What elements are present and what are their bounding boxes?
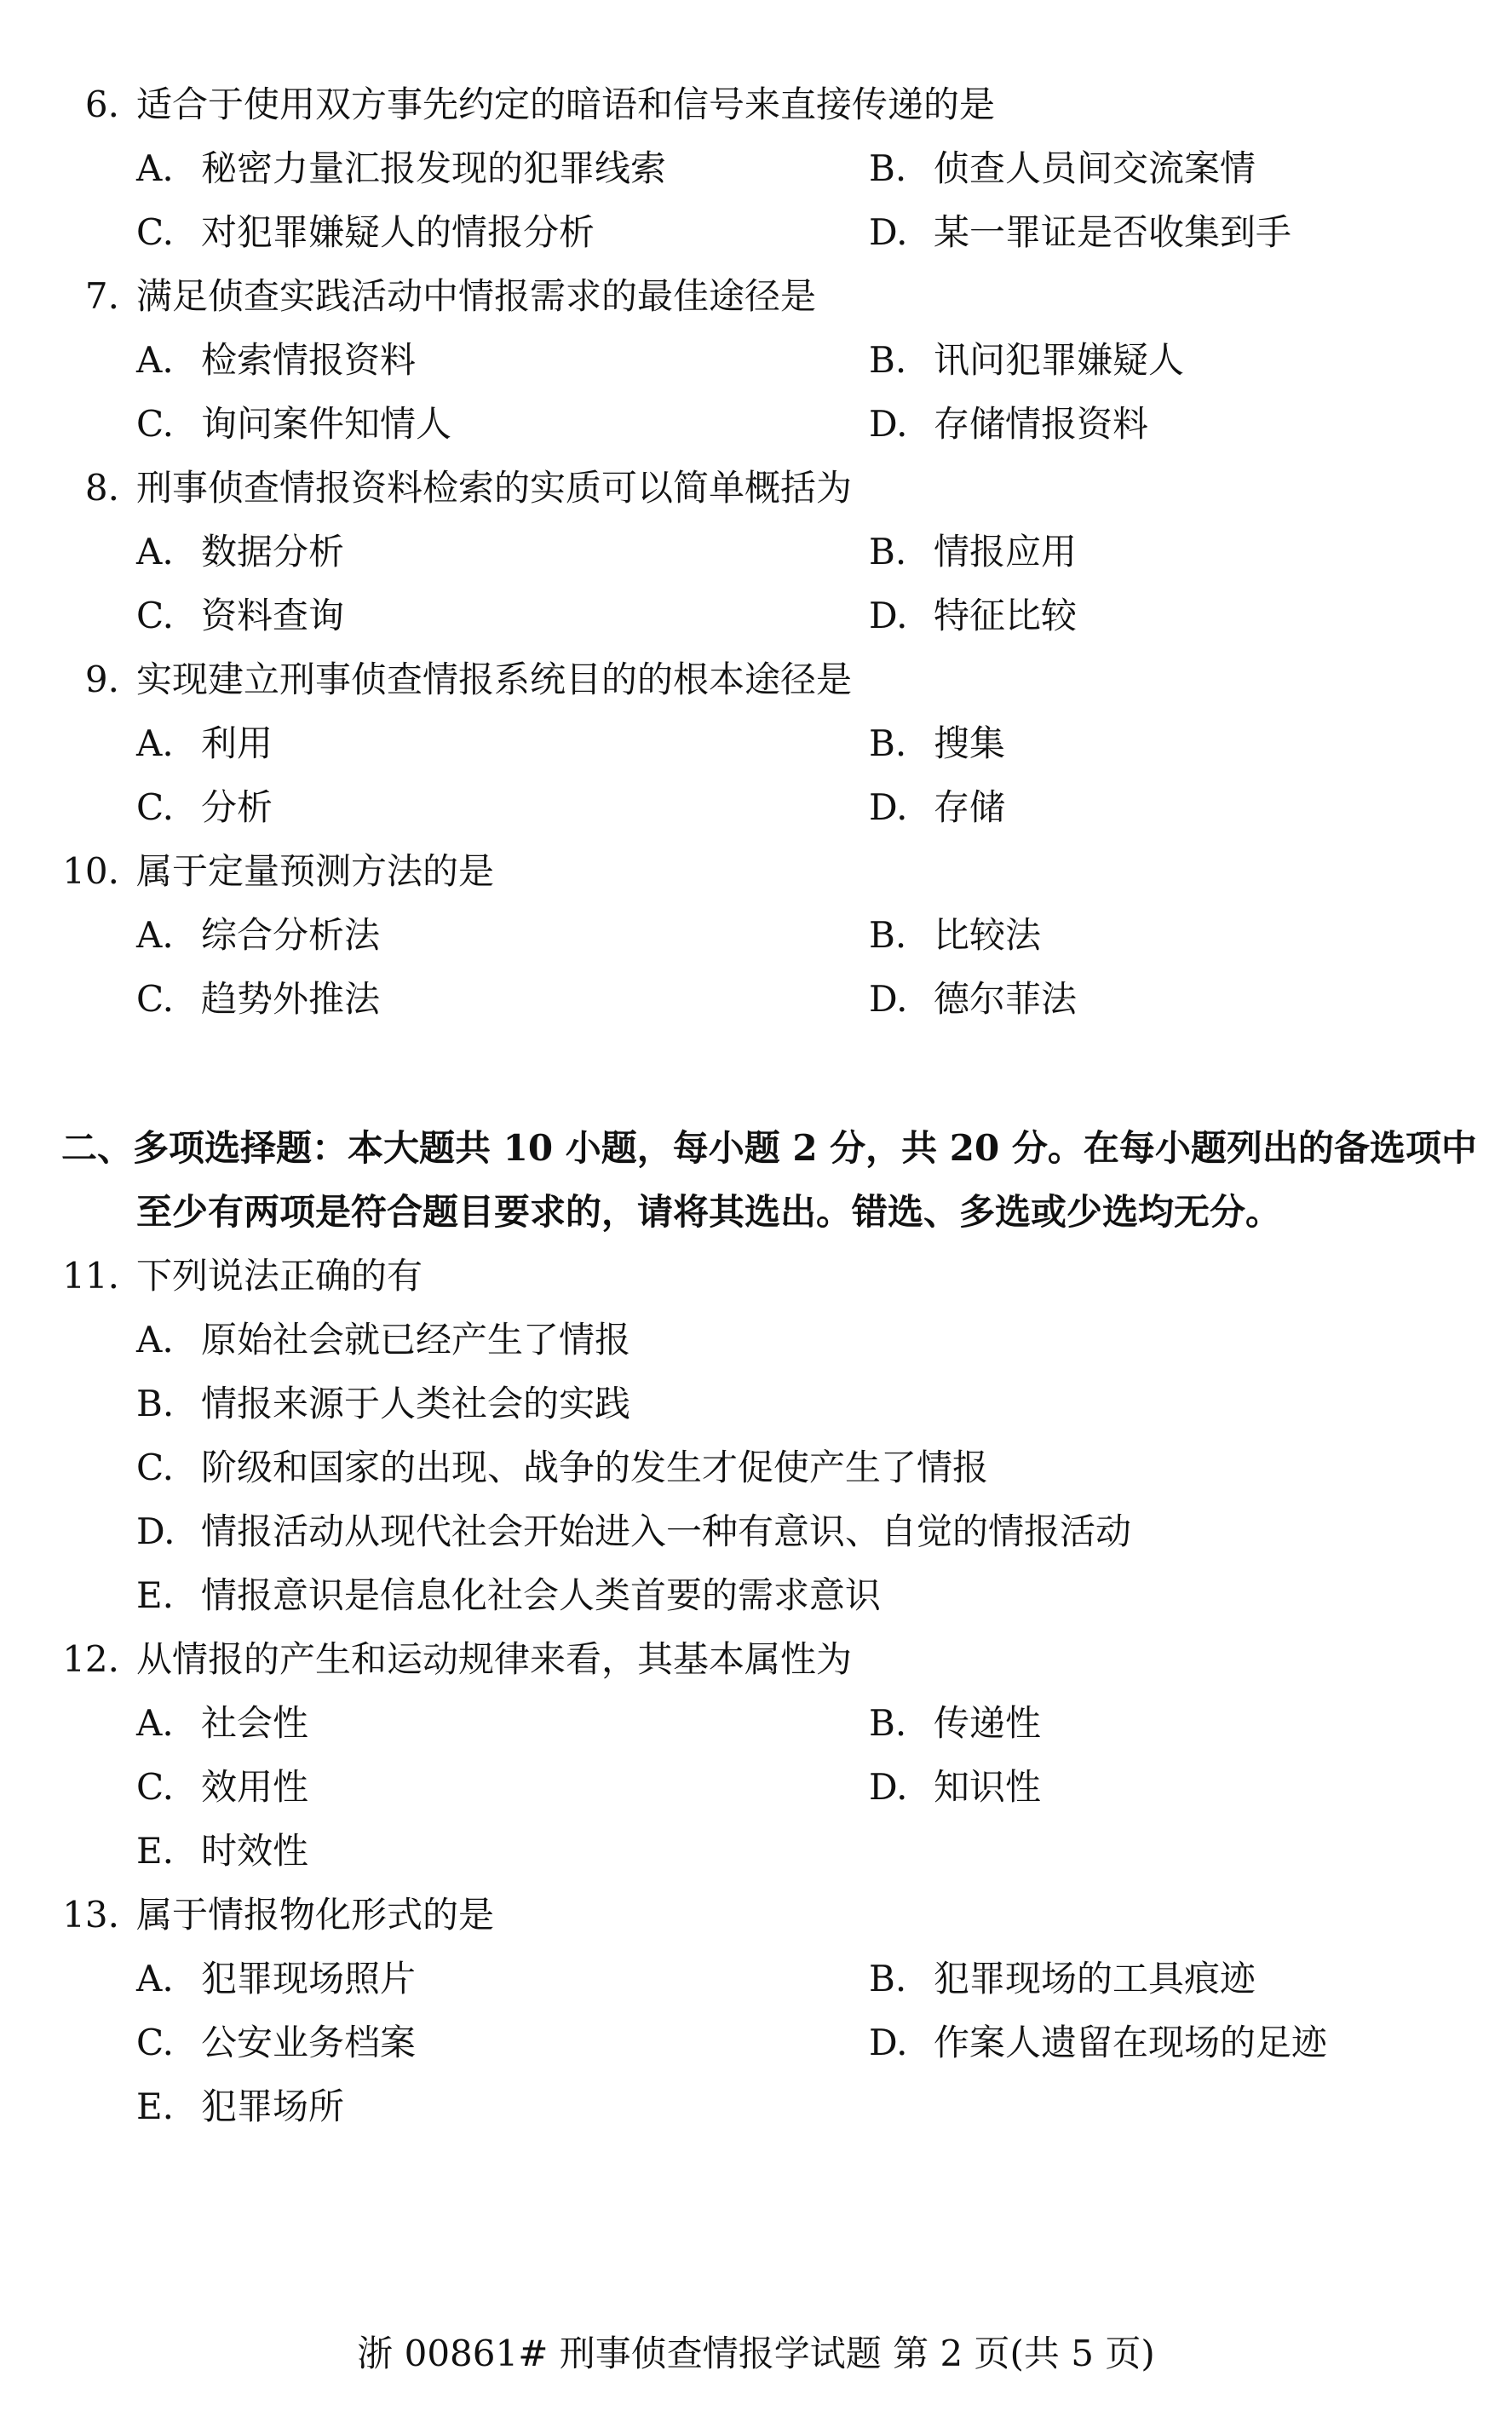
option-text: 利用 (201, 722, 273, 764)
question-9-option-b (869, 720, 1005, 768)
option-letter: B. (869, 147, 907, 189)
section-2-heading: 二、多项选择题：本大题共 10 小题，每小题 2 分，共 20 分。在每小题列出的备选项中 (61, 1127, 1477, 1169)
question-8-option-a (136, 528, 344, 576)
question-7-number: 7. (84, 275, 119, 317)
question-6-option-d (869, 209, 1291, 256)
question-11-option-d (136, 1508, 1131, 1556)
option-letter: C. (136, 1766, 174, 1808)
option-letter: B. (136, 1383, 175, 1424)
option-letter: A. (136, 1319, 174, 1361)
question-6-option-b (869, 145, 1256, 193)
option-letter: A. (136, 531, 174, 572)
option-text: 作案人遗留在现场的足迹 (934, 2022, 1328, 2063)
question-9-option-d (869, 784, 1005, 831)
option-text: 数据分析 (201, 531, 345, 572)
question-12-option-c (136, 1763, 308, 1811)
option-letter: B. (869, 722, 907, 764)
option-text: 阶级和国家的出现、战争的发生才促使产生了情报 (201, 1447, 989, 1488)
question-10-option-b (869, 912, 1041, 959)
option-text: 侦查人员间交流案情 (934, 147, 1256, 189)
question-10-number: 10. (62, 850, 119, 892)
question-12-option-e (136, 1827, 308, 1875)
option-text: 情报意识是信息化社会人类首要的需求意识 (201, 1574, 882, 1616)
option-letter: B. (869, 339, 907, 381)
question-13-option-e (136, 2083, 344, 2131)
question-10-option-c (136, 975, 380, 1023)
question-13-text: 属于情报物化形式的是 (136, 1894, 495, 1936)
question-8-option-b (869, 528, 1077, 576)
question-9-text: 实现建立刑事侦查情报系统目的的根本途径是 (136, 659, 853, 700)
option-letter: A. (136, 914, 174, 956)
option-text: 存储情报资料 (934, 403, 1149, 445)
question-8-number: 8. (84, 467, 119, 509)
option-letter: A. (136, 1958, 174, 1999)
option-text: 原始社会就已经产生了情报 (201, 1319, 631, 1361)
option-letter: D. (136, 1510, 175, 1552)
question-11-option-b (136, 1380, 630, 1428)
question-11-option-c (136, 1444, 988, 1492)
option-letter: C. (136, 595, 174, 636)
option-letter: D. (869, 1766, 908, 1808)
question-9-option-a (136, 720, 273, 768)
option-text: 传递性 (934, 1702, 1042, 1744)
option-letter: D. (869, 403, 908, 445)
option-text: 某一罪证是否收集到手 (934, 211, 1292, 253)
option-text: 公安业务档案 (201, 2022, 417, 2063)
question-10-text: 属于定量预测方法的是 (136, 850, 495, 892)
option-text: 询问案件知情人 (201, 403, 452, 445)
option-text: 综合分析法 (201, 914, 381, 956)
option-letter: E. (136, 1830, 175, 1872)
option-text: 情报应用 (934, 531, 1078, 572)
question-12-option-d (869, 1763, 1041, 1811)
question-7-option-b (869, 337, 1184, 384)
question-6-number: 6. (84, 83, 119, 125)
section-2-instructions: 至少有两项是符合题目要求的，请将其选出。错选、多选或少选均无分。 (136, 1191, 1282, 1233)
question-11-option-e (136, 1572, 881, 1619)
option-letter: C. (136, 2022, 174, 2063)
option-letter: D. (869, 978, 908, 1020)
question-12-text: 从情报的产生和运动规律来看，其基本属性为 (136, 1638, 853, 1680)
option-letter: C. (136, 211, 174, 253)
option-text: 德尔菲法 (934, 978, 1078, 1020)
option-text: 搜集 (934, 722, 1006, 764)
option-text: 犯罪现场的工具痕迹 (934, 1958, 1256, 1999)
option-letter: A. (136, 147, 174, 189)
option-text: 秘密力量汇报发现的犯罪线索 (201, 147, 667, 189)
option-text: 检索情报资料 (201, 339, 417, 381)
option-text: 比较法 (934, 914, 1042, 956)
option-letter: C. (136, 978, 174, 1020)
question-7-text: 满足侦查实践活动中情报需求的最佳途径是 (136, 275, 817, 317)
question-12-option-a (136, 1700, 308, 1747)
question-12-number: 12. (62, 1638, 119, 1680)
question-12-option-b (869, 1700, 1041, 1747)
option-letter: A. (136, 722, 174, 764)
option-text: 特征比较 (934, 595, 1078, 636)
question-13-option-d (869, 2019, 1327, 2067)
option-letter: C. (136, 403, 174, 445)
option-letter: E. (136, 1574, 175, 1616)
option-letter: B. (869, 1958, 907, 1999)
option-text: 对犯罪嫌疑人的情报分析 (201, 211, 595, 253)
option-text: 效用性 (201, 1766, 309, 1808)
option-text: 趋势外推法 (201, 978, 381, 1020)
option-text: 讯问犯罪嫌疑人 (934, 339, 1185, 381)
option-text: 资料查询 (201, 595, 345, 636)
option-text: 犯罪现场照片 (201, 1958, 417, 1999)
option-text: 情报来源于人类社会的实践 (201, 1383, 631, 1424)
question-10-option-a (136, 912, 380, 959)
option-letter: E. (136, 2085, 175, 2127)
question-13-option-b (869, 1955, 1256, 2003)
question-7-option-c (136, 400, 451, 448)
option-letter: D. (869, 211, 908, 253)
question-8-option-c (136, 592, 344, 640)
option-text: 时效性 (201, 1830, 309, 1872)
page-footer: 浙 00861# 刑事侦查情报学试题 第 2 页(共 5 页) (357, 2333, 1155, 2374)
option-text: 犯罪场所 (201, 2085, 345, 2127)
option-letter: B. (869, 914, 907, 956)
question-11-option-a (136, 1316, 630, 1364)
question-6-text: 适合于使用双方事先约定的暗语和信号来直接传递的是 (136, 83, 996, 125)
option-text: 知识性 (934, 1766, 1042, 1808)
question-9-option-c (136, 784, 273, 831)
question-8-option-d (869, 592, 1077, 640)
option-letter: A. (136, 1702, 174, 1744)
question-7-option-a (136, 337, 416, 384)
question-7-option-d (869, 400, 1148, 448)
option-letter: A. (136, 339, 174, 381)
option-text: 分析 (201, 786, 273, 828)
question-6-option-c (136, 209, 595, 256)
option-letter: C. (136, 1447, 174, 1488)
question-13-option-a (136, 1955, 416, 2003)
option-letter: D. (869, 786, 908, 828)
option-letter: B. (869, 531, 907, 572)
option-text: 存储 (934, 786, 1006, 828)
question-11-number: 11. (62, 1255, 119, 1297)
option-letter: D. (869, 595, 908, 636)
option-letter: B. (869, 1702, 907, 1744)
option-text: 社会性 (201, 1702, 309, 1744)
option-letter: C. (136, 786, 174, 828)
question-10-option-d (869, 975, 1077, 1023)
option-text: 情报活动从现代社会开始进入一种有意识、自觉的情报活动 (201, 1510, 1132, 1552)
question-13-option-c (136, 2019, 416, 2067)
question-9-number: 9. (84, 659, 119, 700)
question-11-text: 下列说法正确的有 (136, 1255, 423, 1297)
question-13-number: 13. (62, 1894, 119, 1936)
question-8-text: 刑事侦查情报资料检索的实质可以简单概括为 (136, 467, 853, 509)
question-6-option-a (136, 145, 666, 193)
option-letter: D. (869, 2022, 908, 2063)
